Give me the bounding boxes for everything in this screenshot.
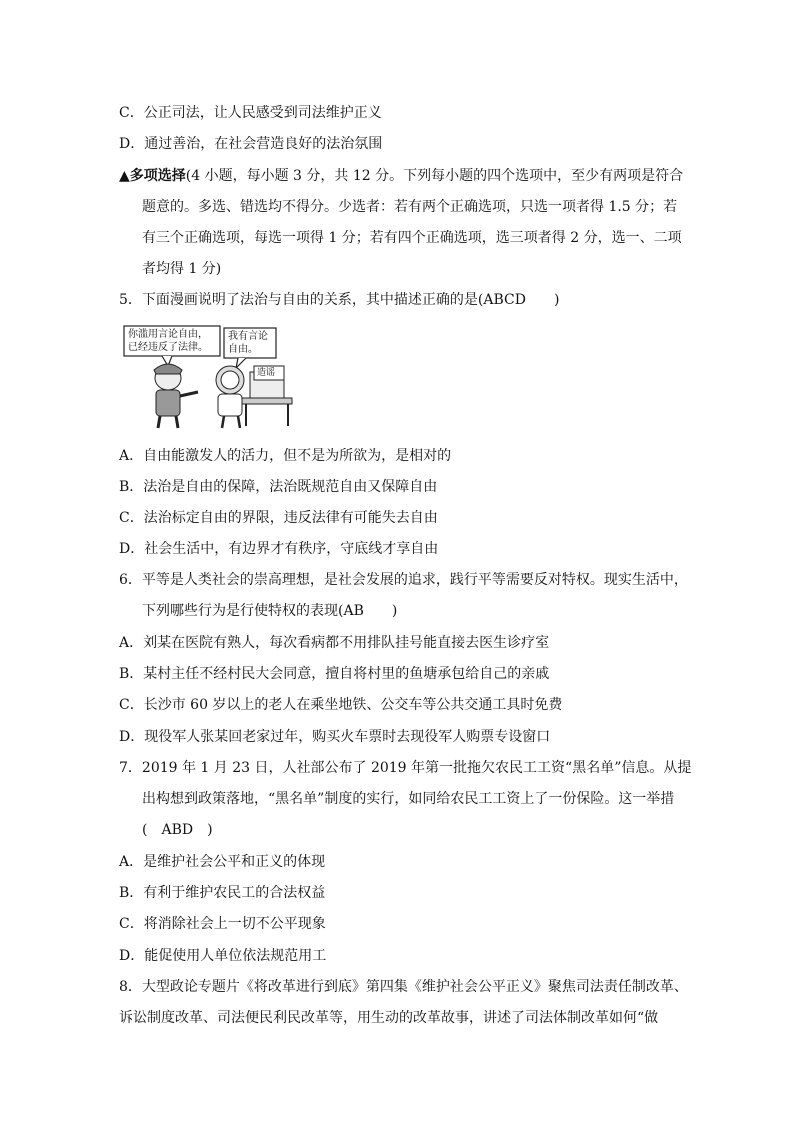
q6-option-c: C．长沙市 60 岁以上的老人在乘坐地铁、公交车等公共交通工具时免费 — [119, 697, 563, 713]
section-intro-2: 题意的。多选、错选均不得分。少选者：若有两个正确选项，只选一项者得 1.5 分；若 — [142, 199, 678, 215]
screen-label: 造谣 — [257, 368, 276, 378]
section-intro-1: (4 小题，每小题 3 分，共 12 分。下列每小题的四个选项中，至少有两项是符合 — [185, 168, 684, 184]
q5-option-b: B．法治是自由的保障，法治既规范自由又保障自由 — [119, 479, 438, 495]
bubble-right-line-2: 自由。 — [228, 344, 258, 355]
q4-option-d: D．通过善治，在社会营造良好的法治氛围 — [119, 136, 383, 152]
q6-option-d: D．现役军人张某回老家过年，购买火车票时去现役军人购票专设窗口 — [119, 729, 551, 745]
q5-option-d: D．社会生活中，有边界才有秩序，守底线才享自由 — [119, 541, 439, 557]
q7-stem-2: 出构想到政策落地，“黑名单”制度的实行，如同给农民工工资上了一份保险。这一举措 — [142, 791, 675, 807]
bubble-left-line-1: 你滥用言论自由， — [128, 329, 208, 340]
section-marker: ▲ — [119, 168, 130, 184]
q5-option-c: C．法治标定自由的界限，违反法律有可能失去自由 — [119, 510, 438, 526]
section-title: 多项选择 — [129, 168, 186, 184]
bubble-left-line-2: 已经违反了法律。 — [128, 342, 208, 353]
q5-cartoon — [122, 322, 302, 432]
bubble-right-line-1: 我有言论 — [228, 331, 268, 342]
q8-stem-2: 诉讼制度改革、司法便民利民改革等，用生动的改革故事，讲述了司法体制改革如何“做 — [119, 1010, 659, 1026]
q4-option-c: C．公正司法，让人民感受到司法维护正义 — [119, 105, 382, 121]
q7-stem-1: 7．2019 年 1 月 23 日，人社部公布了 2019 年第一批拖欠农民工工资“黑名单”信息。从提 — [119, 760, 692, 776]
section-intro-4: 者均得 1 分) — [142, 261, 222, 277]
q7-option-b: B．有利于维护农民工的合法权益 — [119, 885, 326, 901]
q5-option-a: A．自由能激发人的活力，但不是为所欲为，是相对的 — [119, 448, 452, 464]
q7-option-d: D．能促使用人单位依法规范用工 — [119, 948, 327, 964]
q6-option-a: A．刘某在医院有熟人，每次看病都不用排队挂号能直接去医生诊疗室 — [119, 635, 550, 651]
q7-option-c: C．将消除社会上一切不公平现象 — [119, 916, 326, 932]
q5-stem: 5．下面漫画说明了法治与自由的关系，其中描述正确的是(ABCD ) — [119, 292, 560, 308]
section-heading — [119, 167, 683, 185]
q6-option-b: B．某村主任不经村民大会同意，擅自将村里的鱼塘承包给自己的亲戚 — [119, 666, 550, 682]
q7-option-a: A．是维护社会公平和正义的体现 — [119, 854, 326, 870]
q6-stem-1: 6．平等是人类社会的崇高理想，是社会发展的追求，践行平等需要反对特权。现实生活中， — [119, 572, 688, 588]
q6-stem-2: 下列哪些行为是行使特权的表现(AB ) — [142, 603, 398, 619]
q7-stem-3: ( ABD ) — [142, 822, 213, 838]
section-intro-3: 有三个正确选项，每选一项得 1 分；若有四个正确选项，选三项者得 2 分，选一、二项 — [142, 230, 682, 246]
q8-stem-1: 8．大型政论专题片《将改革进行到底》第四集《维护社会公平正义》聚焦司法责任制改革、 — [119, 979, 688, 995]
